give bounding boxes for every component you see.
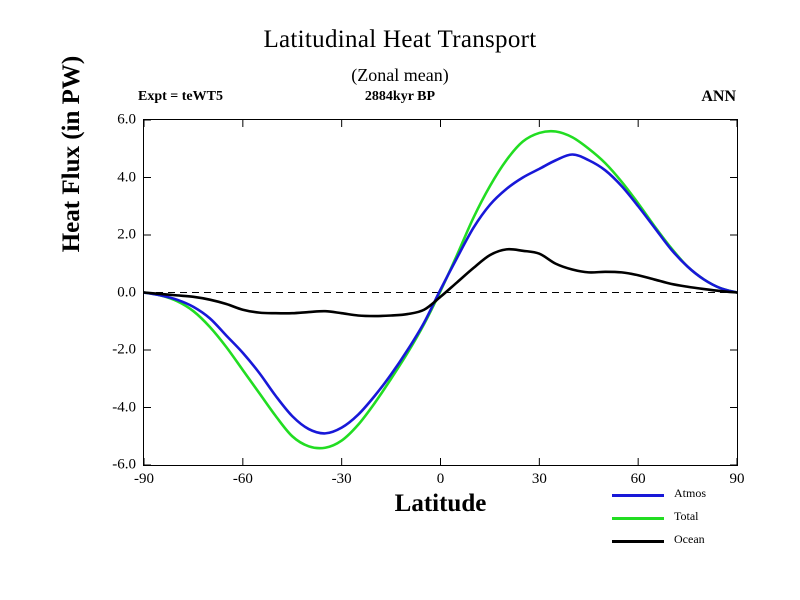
- legend-item: [612, 507, 772, 530]
- y-tick-label: -2.0: [112, 341, 136, 358]
- chart-legend: [612, 484, 772, 554]
- series-line-ocean: [144, 249, 737, 316]
- period-label: 2884kyr BP: [364, 89, 436, 104]
- y-tick-label: 2.0: [117, 226, 136, 243]
- legend-item: [612, 484, 772, 507]
- plot-area: [112, 111, 745, 487]
- legend-swatch: [612, 494, 664, 497]
- legend-label: Total: [674, 509, 699, 523]
- legend-swatch: [612, 540, 664, 543]
- plot-svg: [144, 120, 737, 465]
- x-tick-label: 90: [729, 471, 745, 487]
- y-tick-label: 6.0: [117, 111, 136, 128]
- x-tick-label: 0: [436, 471, 445, 487]
- page-subtitle: (Zonal mean): [351, 65, 449, 85]
- y-tick-label: -4.0: [112, 399, 136, 415]
- legend-swatch: [612, 517, 664, 520]
- x-tick-label: -30: [331, 471, 352, 487]
- x-tick-label: -90: [134, 471, 154, 487]
- legend-label: Ocean: [674, 532, 705, 546]
- y-tick-label: 4.0: [117, 169, 136, 185]
- legend-label: Atmos: [674, 486, 707, 500]
- x-tick-label: 30: [531, 471, 547, 487]
- y-tick-label: 0.0: [117, 284, 136, 300]
- x-tick-label: 60: [630, 471, 646, 487]
- y-axis-label: Heat Flux (in PW): [58, 55, 85, 253]
- season-label: ANN: [701, 88, 736, 105]
- y-tick-label: -6.0: [112, 456, 136, 473]
- experiment-label: Expt = teWT5: [138, 89, 223, 104]
- x-tick-label: -60: [232, 471, 253, 487]
- legend-item: [612, 530, 772, 553]
- x-axis-label: Latitude: [394, 490, 487, 517]
- page-title: Latitudinal Heat Transport: [263, 26, 537, 53]
